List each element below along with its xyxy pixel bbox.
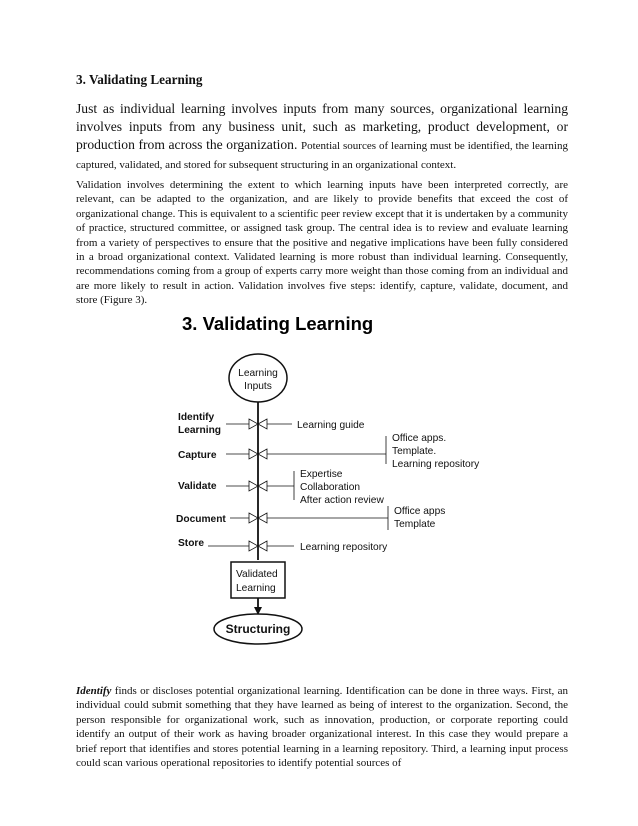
resource-learning-repository: Learning repository — [392, 459, 480, 470]
step-store — [178, 538, 388, 553]
step-capture-label: Capture — [178, 450, 217, 461]
resource-template: Template. — [392, 446, 437, 457]
identify-paragraph-text: finds or discloses potential organizational learning. Identification can be done in three ways. First, an individual could submit something that they have learned as being of interest to the organization. Second, the person responsible for organizational work, such as innovation, production, or corporate reporting could identify an output of their work as having broader organizational interest. In this case they would prepare a brief report that identifies and stores potential learning in a learning repository. Third, a learning input process could scan various operational repositories to identify potential sources of — [76, 685, 568, 770]
learning-inputs-label-line1: Learning — [238, 368, 278, 379]
step-validate-label: Validate — [178, 481, 217, 492]
step-store-label: Store — [178, 538, 205, 549]
step-validate — [178, 469, 384, 506]
validating-learning-figure — [170, 310, 500, 650]
resource-collaboration: Collaboration — [300, 482, 361, 493]
figure-title: 3. Validating Learning — [182, 313, 374, 334]
resource-office-apps-doc: Office apps — [394, 506, 446, 517]
resource-learning-repository-store: Learning repository — [300, 542, 388, 553]
step-identify-label-line1: Identify — [178, 412, 215, 423]
learning-inputs-label-line2: Inputs — [244, 381, 272, 392]
intro-paragraph — [76, 100, 568, 174]
section-heading: 3. Validating Learning — [76, 72, 203, 87]
structuring-node — [214, 614, 302, 644]
validated-learning-label-line2: Learning — [236, 583, 276, 594]
step-identify — [178, 412, 365, 436]
resource-learning-guide: Learning guide — [297, 420, 365, 431]
intro-small-text: Potential sources of learning must be identified, the learning captured, validated, and stored for subsequent structuring in an organizational context. — [76, 140, 568, 171]
learning-inputs-node — [229, 354, 287, 402]
step-identify-label-line2: Learning — [178, 425, 222, 436]
validated-learning-box — [231, 562, 285, 598]
resource-after-action-review: After action review — [300, 495, 384, 506]
intro-main-text: Just as individual learning involves inputs from many sources, organizational learning involves inputs from any business unit, such as marketing, product development, or production from across the organization. — [76, 101, 568, 152]
step-capture — [178, 433, 480, 470]
identify-paragraph — [76, 684, 568, 770]
validated-learning-label-line1: Validated — [236, 569, 278, 580]
step-document — [176, 506, 445, 530]
step-document-label: Document — [176, 514, 226, 525]
resource-template-doc: Template — [394, 519, 436, 530]
structuring-label: Structuring — [225, 622, 291, 636]
resource-office-apps: Office apps. — [392, 433, 447, 444]
resource-expertise: Expertise — [300, 469, 343, 480]
validation-paragraph: Validation involves determining the extent to which learning inputs have been interpreted correctly, are relevant, can be adapted to the organization, and are likely to provide benefits that exceed the cost of organizational change. This is equivalent to a scientific peer review except that it is undertaken by a community of practice, structured committee, or assigned task group. The central idea is to review and evaluate learning from a variety of perspectives to ensure that the positive and negative implications have been fully considered in a broad organizational context. Validated learning is more robust than individual learning. Consequently, recommendations coming from a group of experts carry more weight than those coming from an individual and are more likely to result in action. Validation involves five steps: identify, capture, validate, document, and store (Figure 3). — [76, 179, 568, 307]
identify-lead-word: Identify — [76, 685, 112, 697]
